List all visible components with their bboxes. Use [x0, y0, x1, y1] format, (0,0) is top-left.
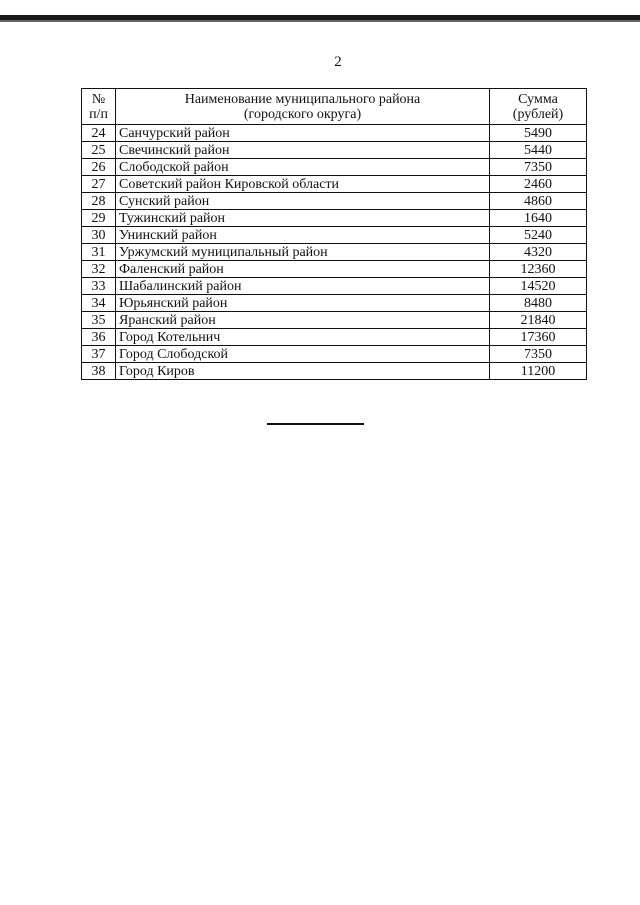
header-name: [116, 89, 490, 125]
row-district-name: Город Слободской: [116, 346, 490, 363]
row-district-name: Свечинский район: [116, 142, 490, 159]
row-district-name: Город Котельнич: [116, 329, 490, 346]
table-row: [82, 346, 587, 363]
row-sum: 7350: [490, 159, 587, 176]
table-row: [82, 329, 587, 346]
row-sum: 5440: [490, 142, 587, 159]
row-number: 31: [82, 244, 116, 261]
table-header: [82, 89, 587, 125]
row-sum: 14520: [490, 278, 587, 295]
row-district-name: Уржумский муниципальный район: [116, 244, 490, 261]
row-district-name: Город Киров: [116, 363, 490, 380]
row-sum: 7350: [490, 346, 587, 363]
row-sum: 17360: [490, 329, 587, 346]
table-row: [82, 261, 587, 278]
row-sum: 21840: [490, 312, 587, 329]
table-body: [82, 125, 587, 380]
header-name-line-2: (городского округа): [243, 106, 362, 122]
header-number: [82, 89, 116, 125]
row-sum: 11200: [490, 363, 587, 380]
table-row: [82, 363, 587, 380]
row-district-name: Советский район Кировской области: [116, 176, 490, 193]
table-row: [82, 227, 587, 244]
page-number: 2: [334, 54, 342, 70]
row-number: 29: [82, 210, 116, 227]
table-row: [82, 295, 587, 312]
row-number: 35: [82, 312, 116, 329]
row-sum: 2460: [490, 176, 587, 193]
row-number: 32: [82, 261, 116, 278]
row-district-name: Яранский район: [116, 312, 490, 329]
table-row: [82, 244, 587, 261]
header-number-line-2: п/п: [89, 106, 108, 122]
row-sum: 5490: [490, 125, 587, 142]
row-number: 27: [82, 176, 116, 193]
header-row: [82, 89, 587, 125]
table-row: [82, 125, 587, 142]
row-number: 37: [82, 346, 116, 363]
table-row: [82, 159, 587, 176]
row-number: 28: [82, 193, 116, 210]
row-district-name: Слободской район: [116, 159, 490, 176]
row-sum: 4860: [490, 193, 587, 210]
row-district-name: Фаленский район: [116, 261, 490, 278]
row-number: 25: [82, 142, 116, 159]
row-number: 34: [82, 295, 116, 312]
table-row: [82, 176, 587, 193]
closing-line: [267, 423, 364, 425]
row-sum: 1640: [490, 210, 587, 227]
row-number: 36: [82, 329, 116, 346]
row-sum: 8480: [490, 295, 587, 312]
table-row: [82, 210, 587, 227]
row-district-name: Тужинский район: [116, 210, 490, 227]
row-number: 30: [82, 227, 116, 244]
row-district-name: Юрьянский район: [116, 295, 490, 312]
header-sum: [490, 89, 587, 125]
header-sum-line-2: (рублей): [512, 106, 564, 122]
row-district-name: Унинский район: [116, 227, 490, 244]
row-district-name: Сунский район: [116, 193, 490, 210]
header-number-line-1: №: [91, 91, 106, 107]
row-district-name: Шабалинский район: [116, 278, 490, 295]
row-district-name: Санчурский район: [116, 125, 490, 142]
row-number: 38: [82, 363, 116, 380]
table-row: [82, 142, 587, 159]
table-row: [82, 193, 587, 210]
row-sum: 4320: [490, 244, 587, 261]
row-sum: 5240: [490, 227, 587, 244]
row-number: 24: [82, 125, 116, 142]
header-sum-line-1: Сумма: [518, 91, 558, 107]
row-sum: 12360: [490, 261, 587, 278]
header-name-line-1: Наименование муниципального района: [184, 91, 421, 107]
table-row: [82, 312, 587, 329]
row-number: 33: [82, 278, 116, 295]
table-row: [82, 278, 587, 295]
row-number: 26: [82, 159, 116, 176]
district-sum-table: [81, 88, 587, 380]
top-border-shadow: [0, 20, 640, 22]
